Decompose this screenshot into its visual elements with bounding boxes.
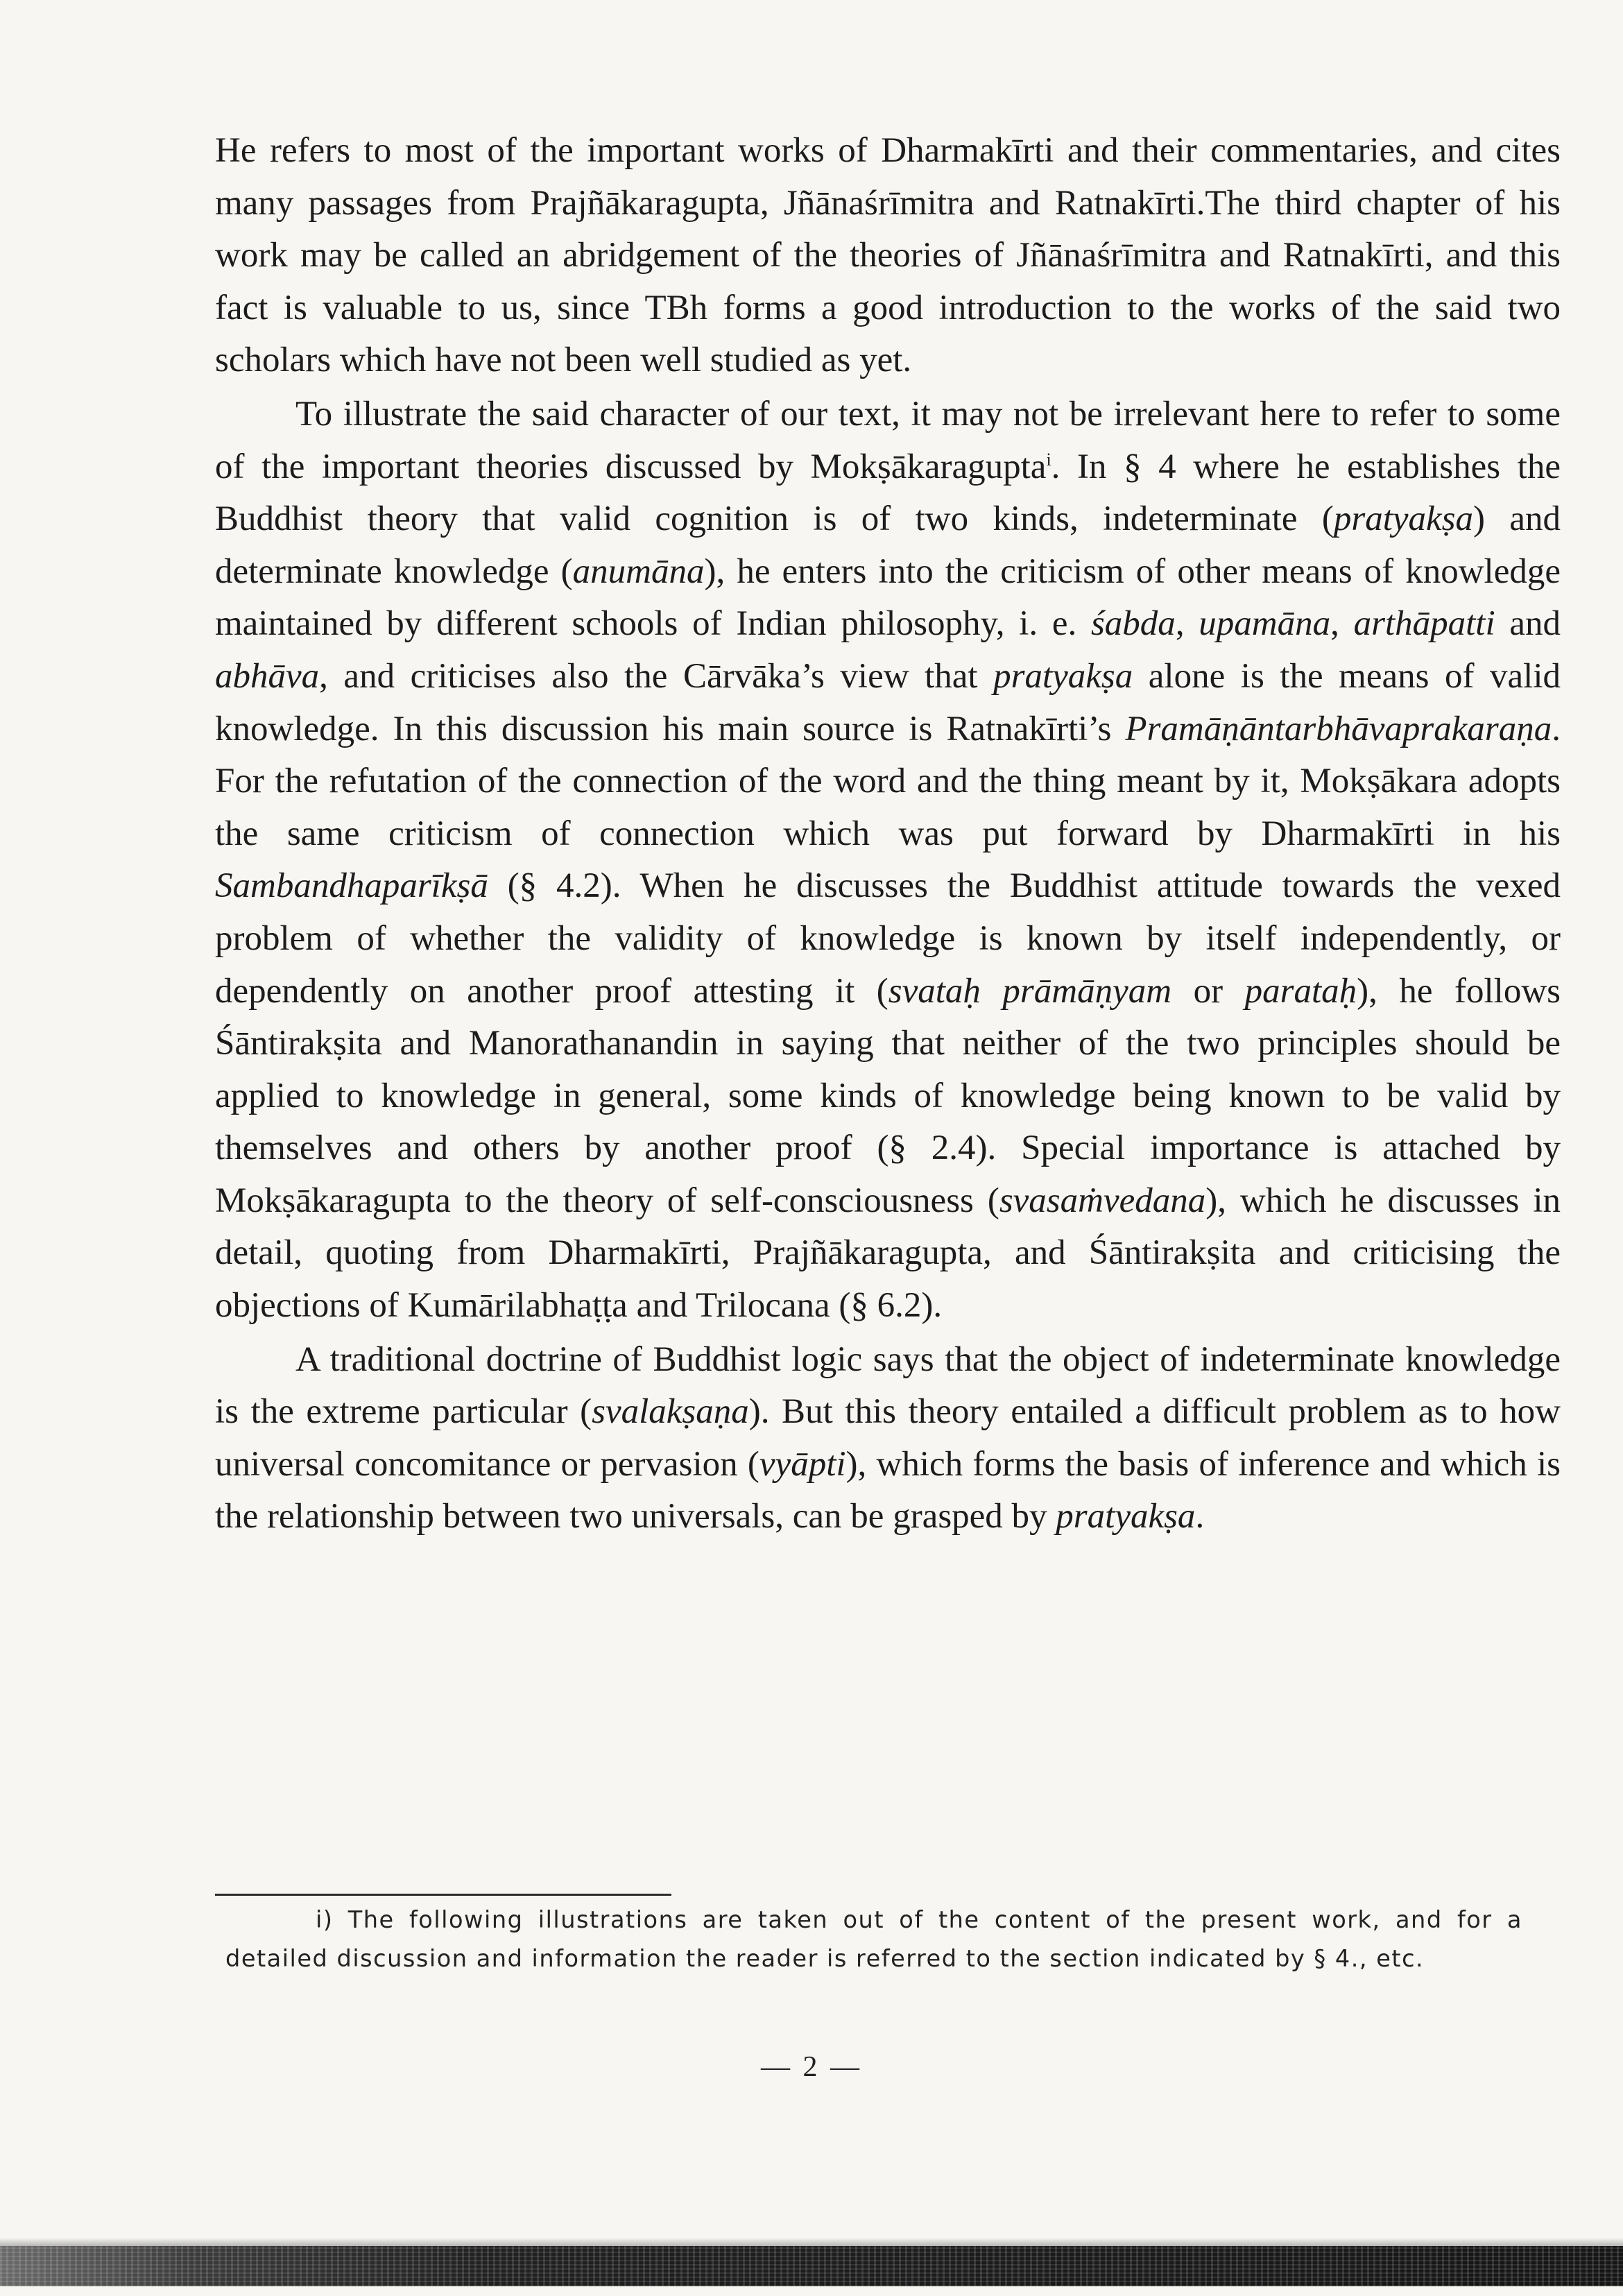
footnote: i) The following illustrations are taken out of the content of the present work, and for a detailed discussion and information the reader is referred to the section indicated by § 4., etc. xyxy=(225,1906,1522,1972)
text-run: , xyxy=(1175,604,1199,644)
title-pramanantarbhavaprakarana: Pramāṇāntarbhāvaprakaraṇa xyxy=(1125,709,1552,748)
term-vyapti: vyāpti xyxy=(759,1444,846,1484)
term-pratyaksa: pratyakṣa xyxy=(1056,1497,1196,1536)
text-run: , and criticises also the Cārvāka’s view that xyxy=(319,656,994,696)
term-sabda: śabda xyxy=(1090,604,1176,644)
text-run: A traditional doctrine of Buddhist logic says that the object of indeterminate knowledge is the extreme particular ( xyxy=(215,1339,1561,1432)
text-run: ), he enters into the criticism of other means of knowledge maintained by different schools of Indian philosophy, i. e. xyxy=(215,551,1561,644)
term-pratyaksa: pratyakṣa xyxy=(993,656,1133,696)
text-run: or xyxy=(1171,971,1245,1011)
text-run: ). But this theory entailed a difficult problem as to how universal concomitance or pervasion ( xyxy=(215,1392,1561,1484)
term-anumana: anumāna xyxy=(572,551,705,591)
page-number: — 2 — xyxy=(761,2051,862,2083)
text-run: ), which he discusses in detail, quoting from Dharmakīrti, Prajñākaragupta, and Śāntirakṣita and criticising the objections of Kumārilabhaṭṭa and Trilocana (§ 6.2). xyxy=(215,1181,1561,1326)
text-run: ) and determinate knowledge ( xyxy=(215,499,1561,591)
text-run: . In § 4 where he establishes the Buddhist theory that valid cognition is of two kinds, indeterminate ( xyxy=(215,447,1561,539)
title-sambandhapariksa: Sambandhaparīkṣā xyxy=(215,866,488,906)
term-abhava: abhāva xyxy=(215,656,320,696)
text-run: and xyxy=(1495,604,1561,644)
text-run: ), he follows Śāntirakṣita and Manorathanandin in saying that neither of the two principles should be applied to knowledge in general, some kinds of knowledge being known to be valid by themselves and others by another proof (§ 2.4). Special importance is attached by Mokṣākaragupta to the theory of self-consciousness ( xyxy=(215,971,1561,1220)
term-svasamvedana: svasaṁvedana xyxy=(999,1181,1206,1220)
main-text xyxy=(215,125,1561,1543)
footnote-marker: i xyxy=(1046,449,1051,470)
term-svalaksana: svalakṣaṇa xyxy=(592,1392,749,1432)
term-upamana: upamāna xyxy=(1199,604,1331,644)
text-run: To illustrate the said character of our text, it may not be irrelevant here to refer to some of the important theories discussed by Mokṣākaragupta xyxy=(215,394,1561,486)
term-arthapatti: arthāpatti xyxy=(1353,604,1495,644)
text-run: . For the refutation of the connection of the word and the thing meant by it, Mokṣākara adopts the same criticism of connection which was put forward by Dharmakīrti in his xyxy=(215,709,1561,853)
term-pratyaksa: pratyakṣa xyxy=(1333,499,1474,539)
text-run: . xyxy=(1195,1497,1205,1536)
paragraph-2 xyxy=(215,388,1561,1333)
term-svatah-pramanyam: svataḥ prāmāṇyam xyxy=(888,971,1172,1011)
scan-border-bar xyxy=(0,2246,1623,2286)
text-run: , xyxy=(1330,604,1354,644)
footnote-divider xyxy=(215,1894,671,1896)
text-run: ), which forms the basis of inference and which is the relationship between two universals, can be grasped by xyxy=(215,1444,1561,1536)
term-paratah: parataḥ xyxy=(1244,971,1357,1011)
paragraph-1-text: He refers to most of the important works of Dharmakīrti and their commentaries, and cites many passages from Prajñākaragupta, Jñānaśrīmitra and Ratnakīrti.The third chapter of his work may be called an abridgement of the theories of Jñānaśrīmitra and Ratnakīrti, and this fact is valuable to us, since TBh forms a good introduction to the works of the said two scholars which have not been well studied as yet. xyxy=(215,131,1561,380)
paragraph-3 xyxy=(215,1334,1561,1543)
scan-shadow xyxy=(0,2238,1623,2246)
text-run: alone is the means of valid knowledge. In this discussion his main source is Ratnakīrti’s xyxy=(215,656,1561,748)
paragraph-1 xyxy=(215,125,1561,387)
text-run: (§ 4.2). When he discusses the Buddhist attitude towards the vexed problem of whether the validity of knowledge is known by itself independently, or dependently on another proof attesting it ( xyxy=(215,866,1561,1011)
